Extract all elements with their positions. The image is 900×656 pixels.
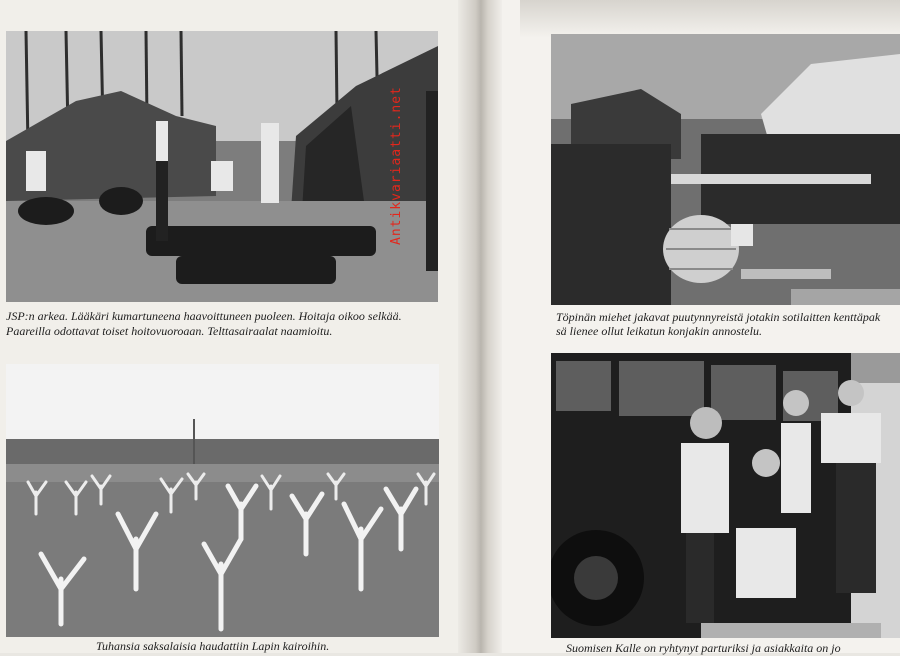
barber-bus-photo	[551, 353, 900, 638]
soldiers-barrels-caption-line-2: sä lienee ollut leikatun konjakin annostelu.	[556, 324, 762, 338]
field-hospital-caption-line-2: Paareilla odottavat toiset hoitovuoroaan. Telttasairaalat naamioitu.	[6, 324, 333, 338]
field-hospital-photo	[6, 31, 438, 302]
page-fold-shadow	[520, 0, 900, 38]
book-gutter	[458, 0, 502, 653]
war-graves-photo	[6, 364, 439, 637]
antikvariaatti-watermark: Antikvariaatti.net	[389, 86, 404, 245]
war-graves-caption: Tuhansia saksalaisia haudattiin Lapin kairoihin.	[96, 639, 330, 653]
barber-bus-caption: Suomisen Kalle on ryhtynyt parturiksi ja asiakkaita on jo	[566, 641, 841, 655]
field-hospital-caption-line-1: JSP:n arkea. Lääkäri kumartuneena haavoittuneen puoleen. Hoitaja oikoo selkää.	[6, 309, 402, 323]
soldiers-barrels-photo	[551, 34, 900, 305]
soldiers-barrels-caption-line-1: Töpinän miehet jakavat puutynnyreistä jotakin sotilaitten kenttäpak	[556, 310, 881, 324]
